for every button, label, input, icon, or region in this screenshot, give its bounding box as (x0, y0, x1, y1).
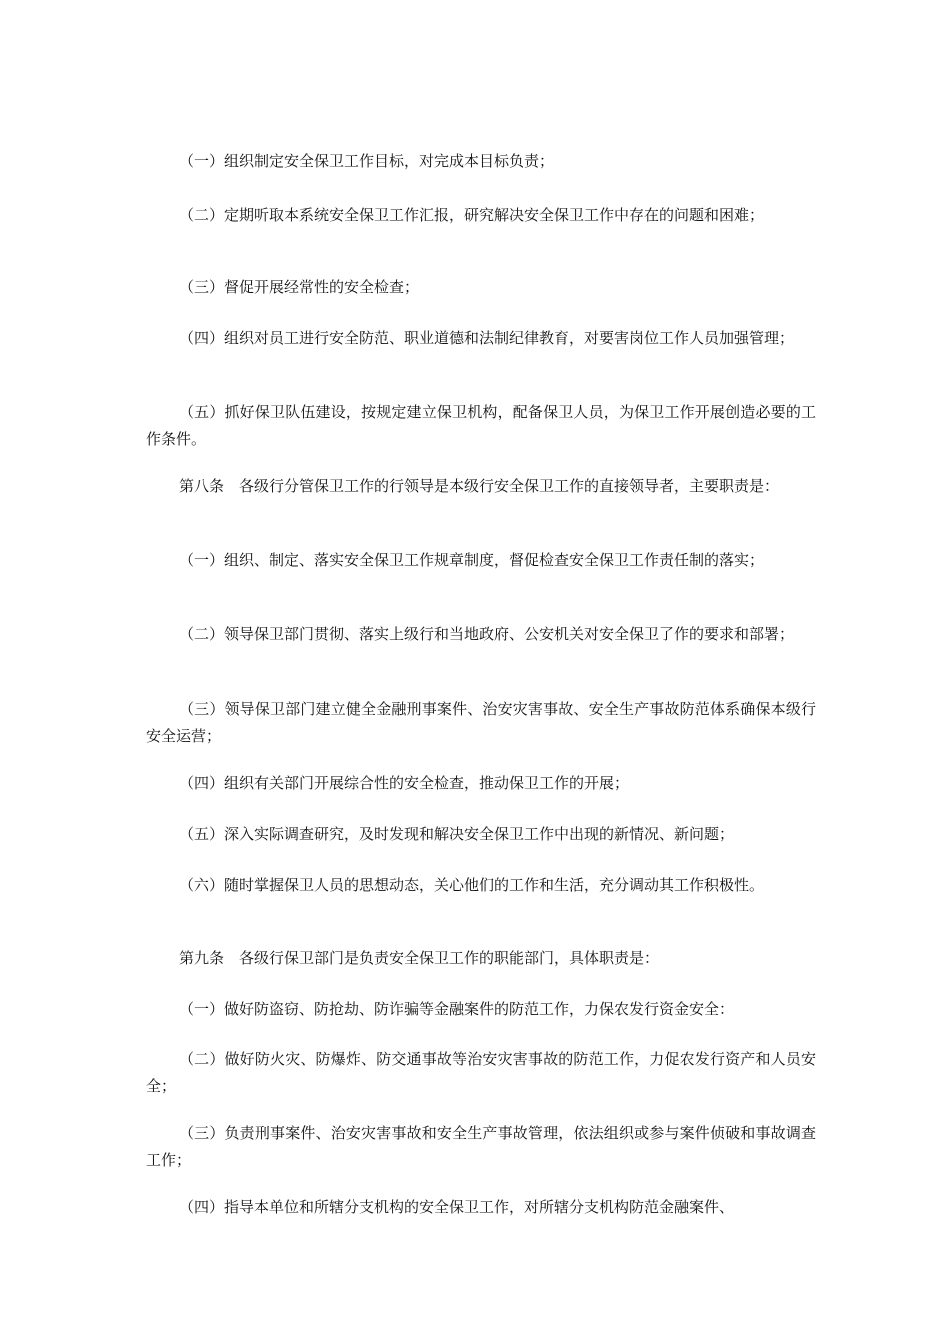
article-9-heading: 第九条 各级行保卫部门是负责安全保卫工作的职能部门，具体职责是： (179, 949, 660, 967)
article-8-heading: 第八条 各级行分管保卫工作的行领导是本级行安全保卫工作的直接领导者，主要职责是： (179, 477, 780, 495)
paragraph-8-5: （五）深入实际调查研究，及时发现和解决安全保卫工作中出现的新情况、新问题； (179, 825, 735, 843)
paragraph-9-1: （一）做好防盗窃、防抢劫、防诈骗等金融案件的防范工作，力保农发行资金安全： (179, 1000, 735, 1018)
paragraph-8-2: （二）领导保卫部门贯彻、落实上级行和当地政府、公安机关对安全保卫了作的要求和部署； (179, 625, 795, 643)
paragraph-7-2: （二）定期听取本系统安全保卫工作汇报，研究解决安全保卫工作中存在的问题和困难； (179, 206, 765, 224)
paragraph-7-3: （三）督促开展经常性的安全检查； (179, 278, 420, 296)
paragraph-9-2: （二）做好防火灾、防爆炸、防交通事故等治安灾害事故的防范工作，力促农发行资产和人员安全； (146, 1050, 816, 1095)
paragraph-8-4: （四）组织有关部门开展综合性的安全检查，推动保卫工作的开展； (179, 774, 630, 792)
paragraph-7-4: （四）组织对员工进行安全防范、职业道德和法制纪律教育，对要害岗位工作人员加强管理； (179, 329, 795, 347)
paragraph-8-3: （三）领导保卫部门建立健全金融刑事案件、治安灾害事故、安全生产事故防范体系确保本级行安全运营； (146, 700, 816, 745)
paragraph-9-3: （三）负责刑事案件、治安灾害事故和安全生产事故管理，依法组织或参与案件侦破和事故调查工作； (146, 1124, 816, 1169)
paragraph-7-5: （五）抓好保卫队伍建设，按规定建立保卫机构，配备保卫人员，为保卫工作开展创造必要的工作条件。 (146, 403, 816, 448)
paragraph-7-1: （一）组织制定安全保卫工作目标，对完成本目标负责； (179, 152, 555, 170)
paragraph-8-6: （六）随时掌握保卫人员的思想动态，关心他们的工作和生活，充分调动其工作积极性。 (179, 876, 765, 894)
paragraph-8-1: （一）组织、制定、落实安全保卫工作规章制度，督促检查安全保卫工作责任制的落实； (179, 551, 765, 569)
paragraph-9-4: （四）指导本单位和所辖分支机构的安全保卫工作，对所辖分支机构防范金融案件、 (179, 1198, 735, 1216)
